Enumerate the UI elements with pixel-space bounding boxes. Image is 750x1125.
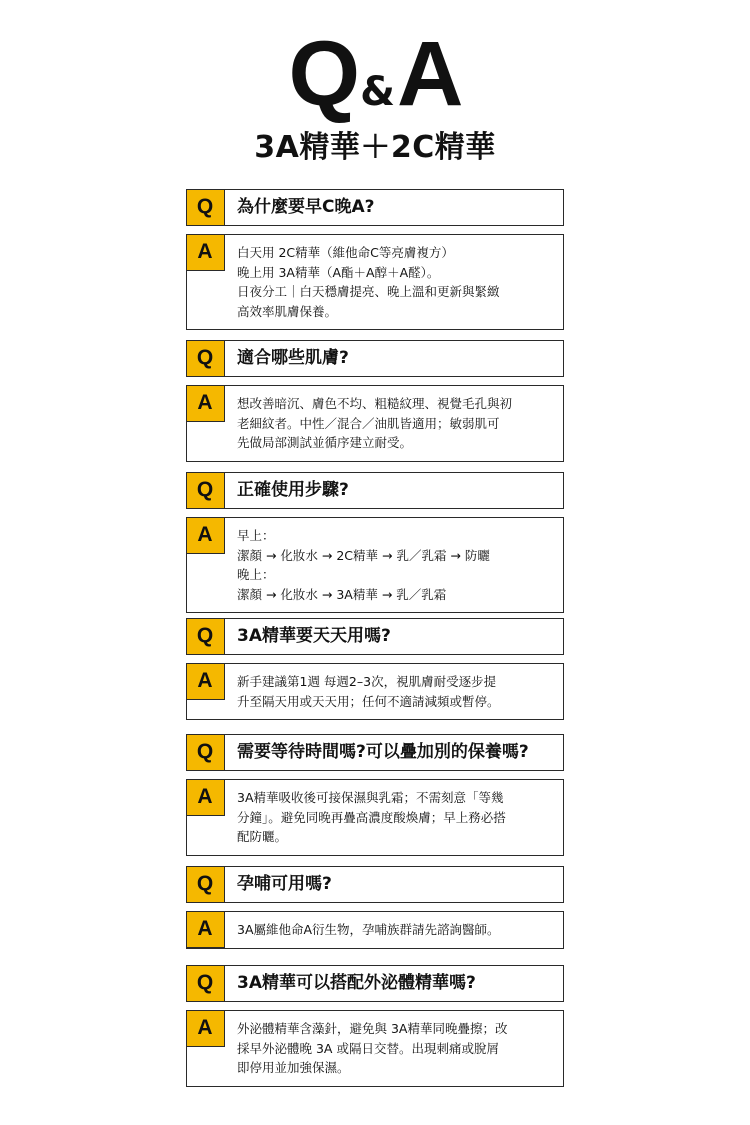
question-text: 3A精華要天天用嗎?	[237, 626, 391, 646]
title-ampersand: &	[360, 69, 395, 115]
a-badge: A	[186, 385, 225, 422]
a-badge: A	[186, 911, 225, 948]
q-badge: Q	[186, 618, 225, 655]
question-box	[186, 340, 564, 377]
q-badge: Q	[186, 340, 225, 377]
faq-item-5	[186, 734, 564, 856]
faq-item-2	[186, 340, 564, 462]
a-badge: A	[186, 1010, 225, 1047]
title-a: A	[397, 23, 462, 125]
answer-box	[186, 663, 564, 720]
question-box	[186, 618, 564, 655]
a-badge: A	[186, 663, 225, 700]
q-badge: Q	[186, 189, 225, 226]
question-text: 適合哪些肌膚?	[237, 348, 349, 368]
answer-text: 3A屬維他命A衍生物，孕哺族群請先諮詢醫師。	[237, 922, 500, 937]
answer-text: 外泌體精華含藻針，避免與 3A精華同晚疊擦；改 採早外泌體晚 3A 或隔日交替。出現刺痛或脫屑 即停用並加強保濕。	[237, 1021, 508, 1075]
question-text: 孕哺可用嗎?	[237, 874, 332, 894]
faq-item-3	[186, 472, 564, 613]
faq-item-6	[186, 866, 564, 949]
answer-box	[186, 1010, 564, 1087]
faq-item-7	[186, 965, 564, 1087]
answer-box	[186, 234, 564, 330]
question-text: 正確使用步驟?	[237, 480, 349, 500]
answer-text: 3A精華吸收後可接保濕與乳霜；不需刻意「等幾 分鐘」。避免同晚再疊高濃度酸煥膚；早上務必搭 配防曬。	[237, 790, 506, 844]
answer-box	[186, 779, 564, 856]
question-box	[186, 866, 564, 903]
question-box	[186, 189, 564, 226]
a-badge: A	[186, 234, 225, 271]
answer-text: 想改善暗沉、膚色不均、粗糙紋理、視覺毛孔與初 老細紋者。中性／混合／油肌皆適用；敏弱肌可 先做局部測試並循序建立耐受。	[237, 396, 513, 450]
answer-box	[186, 517, 564, 613]
faq-item-1	[186, 189, 564, 330]
title-q: Q	[288, 23, 359, 125]
question-text: 需要等待時間嗎?可以疊加別的保養嗎?	[237, 742, 529, 762]
faq-item-4	[186, 618, 564, 720]
question-box	[186, 734, 564, 771]
answer-text: 早上： 潔顏 → 化妝水 → 2C精華 → 乳／乳霜 → 防曬 晚上： 潔顏 → 化妝水 → 3A精華 → 乳／乳霜	[237, 528, 490, 602]
answer-box	[186, 911, 564, 949]
question-text: 為什麼要早C晚A?	[237, 197, 375, 217]
question-box	[186, 965, 564, 1002]
answer-text: 新手建議第1週 每週2–3次，視肌膚耐受逐步提 升至隔天用或天天用；任何不適請減頻或暫停。	[237, 674, 500, 709]
page-subtitle: 3A精華＋2C精華	[254, 130, 496, 165]
page-title	[0, 23, 750, 125]
q-badge: Q	[186, 734, 225, 771]
question-box	[186, 472, 564, 509]
a-badge: A	[186, 779, 225, 816]
answer-text: 白天用 2C精華（維他命C等亮膚複方） 晚上用 3A精華（A酯＋A醇＋A醛）。 日夜分工｜白天穩膚提亮、晚上溫和更新與緊緻 高效率肌膚保養。	[237, 245, 500, 319]
q-badge: Q	[186, 866, 225, 903]
q-badge: Q	[186, 472, 225, 509]
answer-box	[186, 385, 564, 462]
q-badge: Q	[186, 965, 225, 1002]
a-badge: A	[186, 517, 225, 554]
question-text: 3A精華可以搭配外泌體精華嗎?	[237, 973, 476, 993]
